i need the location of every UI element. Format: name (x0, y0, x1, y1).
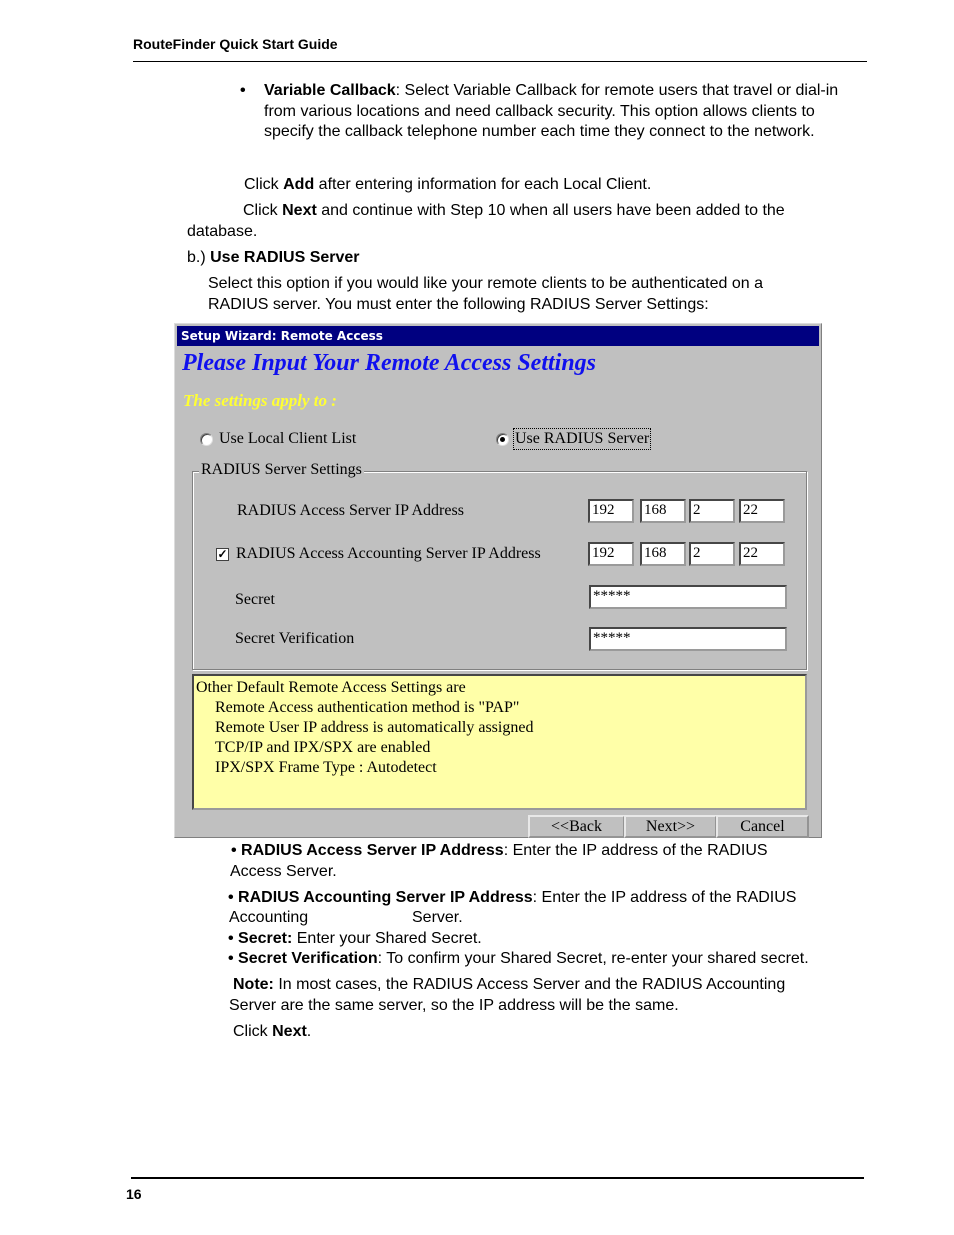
note-paragraph (233, 975, 785, 996)
default-settings-info-box (192, 674, 807, 810)
section-heading (187, 248, 360, 269)
accounting-ip-octet-1[interactable]: 192 (588, 542, 634, 566)
accounting-ip-octet-4[interactable]: 22 (739, 542, 785, 566)
bullet-marker: • (240, 82, 246, 99)
variable-callback-paragraph (264, 81, 864, 143)
secret-verification-label: Secret Verification (235, 630, 355, 647)
access-server-text: : Enter the IP address of the RADIUS (503, 842, 768, 859)
click-final-prefix: Click (233, 1023, 273, 1040)
secret-verification-input[interactable]: ***** (589, 627, 787, 651)
accounting-server-description (228, 888, 796, 909)
use-local-client-list-radio[interactable] (200, 433, 213, 446)
section-title: Use RADIUS Server (210, 249, 360, 266)
secret-input[interactable]: ***** (589, 585, 787, 609)
click-final-suffix: . (306, 1023, 312, 1040)
info-line-protocols: TCP/IP and IPX/SPX are enabled (215, 739, 431, 756)
header-rule (133, 61, 867, 62)
use-radius-server-radio[interactable] (496, 433, 509, 446)
info-line-auth-method: Remote Access authentication method is "PAP" (215, 699, 520, 716)
note-text: In most cases, the RADIUS Access Server and the RADIUS Accounting (273, 976, 786, 993)
access-server-term: • RADIUS Access Server IP Address (231, 842, 504, 859)
note-term: Note: (233, 976, 274, 993)
click-next-final (233, 1022, 311, 1043)
secret-label: Secret (235, 591, 275, 608)
accounting-ip-octet-3[interactable]: 2 (689, 542, 735, 566)
secret-verification-description (228, 949, 809, 970)
info-line-frame-type: IPX/SPX Frame Type : Autodetect (215, 759, 437, 776)
secret-verification-term: • Secret Verification (228, 950, 378, 967)
setup-wizard-dialog (174, 323, 822, 838)
click-next-prefix: Click (243, 202, 283, 219)
click-add-suffix: after entering information for each Local Client. (314, 176, 652, 193)
accounting-server-ip-label: RADIUS Access Accounting Server IP Address (236, 545, 541, 562)
info-line-ip-assignment: Remote User IP address is automatically assigned (215, 719, 534, 736)
access-ip-octet-3[interactable]: 2 (689, 499, 735, 523)
click-next-instruction (243, 201, 785, 222)
secret-term: • Secret: (228, 930, 293, 947)
click-add-prefix: Click (244, 176, 284, 193)
access-ip-octet-4[interactable]: 22 (739, 499, 785, 523)
note-line2: Server are the same server, so the IP address will be the same. (229, 997, 679, 1014)
radius-server-settings-legend: RADIUS Server Settings (201, 461, 362, 478)
secret-description (228, 929, 482, 950)
section-text-line2: RADIUS server. You must enter the following RADIUS Server Settings: (208, 296, 709, 313)
click-next-keyword: Next (282, 202, 317, 219)
use-radius-server-label: Use RADIUS Server (515, 430, 650, 447)
page-number: 16 (126, 1186, 142, 1202)
server-word: Server. (412, 909, 463, 926)
footer-rule (131, 1177, 864, 1179)
cancel-button[interactable]: Cancel (716, 815, 809, 838)
access-server-description-line2: Access Server. (230, 863, 337, 880)
accounting-word: Accounting (229, 909, 309, 926)
use-local-client-list-label: Use Local Client List (219, 430, 357, 447)
accounting-ip-octet-2[interactable]: 168 (640, 542, 686, 566)
radio-selected-dot (500, 437, 505, 442)
section-text-line1: Select this option if you would like your remote clients to be authenticated on a (208, 275, 763, 292)
variable-callback-text: : Select Variable Callback for remote users that travel or dial-in from various locations and need callback security. This option allows clients to specify the callback telephone number each time they connect to the network. (264, 82, 839, 140)
secret-text: Enter your Shared Secret. (292, 930, 482, 947)
info-line-heading: Other Default Remote Access Settings are (196, 679, 466, 696)
click-next-continuation: database. (187, 223, 258, 240)
variable-callback-term: Variable Callback (264, 82, 396, 99)
access-ip-octet-2[interactable]: 168 (640, 499, 686, 523)
accounting-server-text: : Enter the IP address of the RADIUS (532, 889, 797, 906)
next-button[interactable]: Next>> (624, 815, 717, 838)
section-prefix: b.) (187, 249, 211, 266)
click-next-suffix: and continue with Step 10 when all users have been added to the (316, 202, 785, 219)
click-add-instruction (244, 175, 651, 196)
back-button[interactable]: <<Back (528, 815, 625, 838)
dialog-subheading: The settings apply to : (183, 391, 337, 410)
accounting-server-checkbox[interactable]: ✓ (217, 547, 228, 561)
dialog-heading: Please Input Your Remote Access Settings (182, 350, 597, 376)
access-server-description (231, 841, 768, 862)
accounting-server-term: • RADIUS Accounting Server IP Address (228, 889, 533, 906)
access-ip-octet-1[interactable]: 192 (588, 499, 634, 523)
access-server-ip-label: RADIUS Access Server IP Address (237, 502, 464, 519)
secret-verification-text: : To confirm your Shared Secret, re-enter your shared secret. (377, 950, 809, 967)
running-header-title: RouteFinder Quick Start Guide (133, 36, 338, 52)
dialog-titlebar: Setup Wizard: Remote Access (177, 326, 819, 346)
click-final-keyword: Next (272, 1023, 307, 1040)
click-add-keyword: Add (283, 176, 315, 193)
